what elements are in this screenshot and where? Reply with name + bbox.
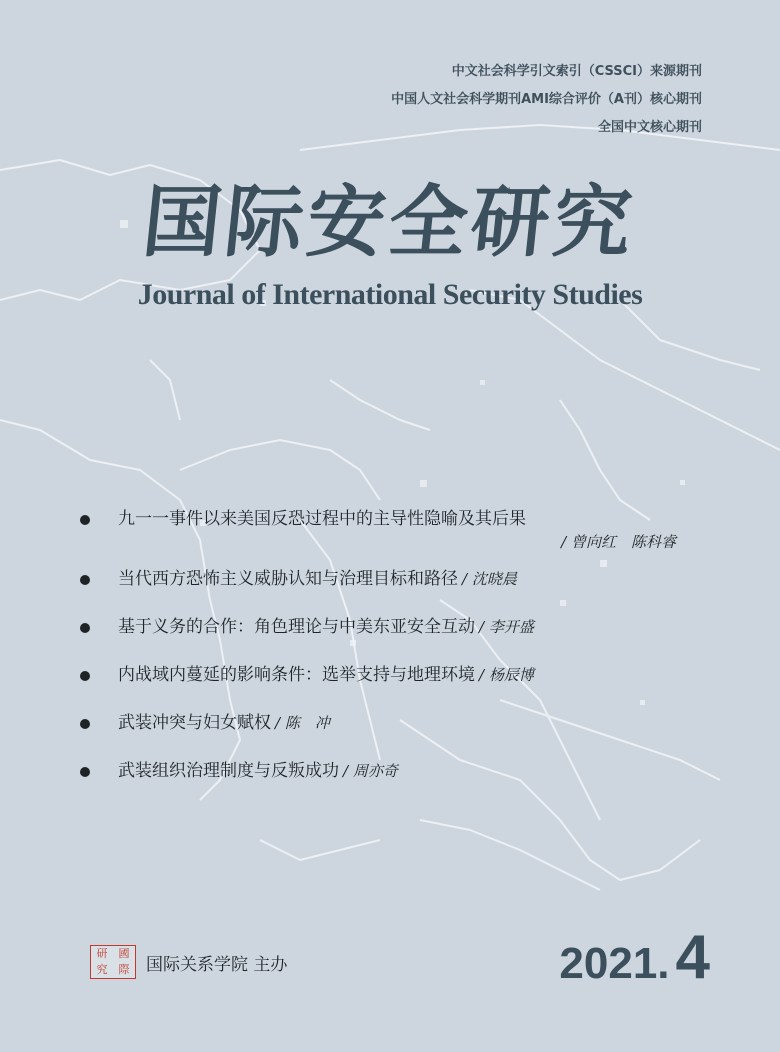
issue-num: 4	[675, 923, 710, 992]
issue-number	[559, 922, 710, 993]
publisher-block	[90, 945, 287, 979]
journal-title-english: Journal of International Security Studies	[137, 278, 643, 311]
bullet-icon	[80, 767, 90, 777]
toc-entry	[118, 565, 517, 593]
toc-author: / 沈晓晨	[462, 570, 517, 588]
toc-entry	[118, 709, 330, 737]
index-listing	[391, 58, 702, 142]
bullet-icon	[80, 515, 90, 525]
toc-item	[80, 709, 720, 757]
toc-item	[80, 757, 720, 805]
seal-char: 究	[96, 963, 108, 976]
toc-title: 武装冲突与妇女赋权	[118, 713, 271, 733]
seal-char: 研	[96, 947, 108, 960]
index-line: 中文社会科学引文索引（CSSCI）来源期刊	[451, 64, 702, 79]
toc-author: / 杨辰博	[479, 666, 534, 684]
journal-title-chinese: 国际安全研究	[138, 177, 641, 268]
toc-item	[80, 505, 720, 565]
seal-char: 國	[118, 947, 130, 960]
toc-item	[80, 661, 720, 709]
publisher-name: 国际关系学院 主办	[146, 954, 288, 975]
index-line: 中国人文社会科学期刊AMI综合评价（A刊）核心期刊	[391, 92, 702, 107]
bullet-icon	[80, 623, 90, 633]
table-of-contents	[80, 505, 720, 805]
toc-author: / 陈 冲	[275, 714, 330, 732]
seal-char: 際	[118, 963, 130, 976]
toc-item	[80, 613, 720, 661]
institution-seal-icon	[90, 945, 136, 979]
bullet-icon	[80, 719, 90, 729]
toc-title: 基于义务的合作：角色理论与中美东亚安全互动	[118, 617, 475, 637]
toc-entry	[118, 661, 534, 689]
toc-entry	[118, 613, 534, 641]
toc-title: 武装组织治理制度与反叛成功	[118, 761, 339, 781]
toc-entry	[118, 757, 398, 785]
toc-item	[80, 565, 720, 613]
toc-title: 内战域内蔓延的影响条件：选举支持与地理环境	[118, 665, 475, 685]
issue-year: 2021.	[559, 939, 670, 988]
bullet-icon	[80, 671, 90, 681]
toc-title: 九一一事件以来美国反恐过程中的主导性隐喻及其后果	[118, 509, 526, 529]
toc-author: / 周亦奇	[343, 762, 398, 780]
toc-title: 当代西方恐怖主义威胁认知与治理目标和路径	[118, 569, 458, 589]
toc-author: / 曾向红 陈科睿	[561, 533, 676, 551]
index-line: 全国中文核心期刊	[597, 120, 702, 135]
bullet-icon	[80, 575, 90, 585]
toc-author: / 李开盛	[479, 618, 534, 636]
